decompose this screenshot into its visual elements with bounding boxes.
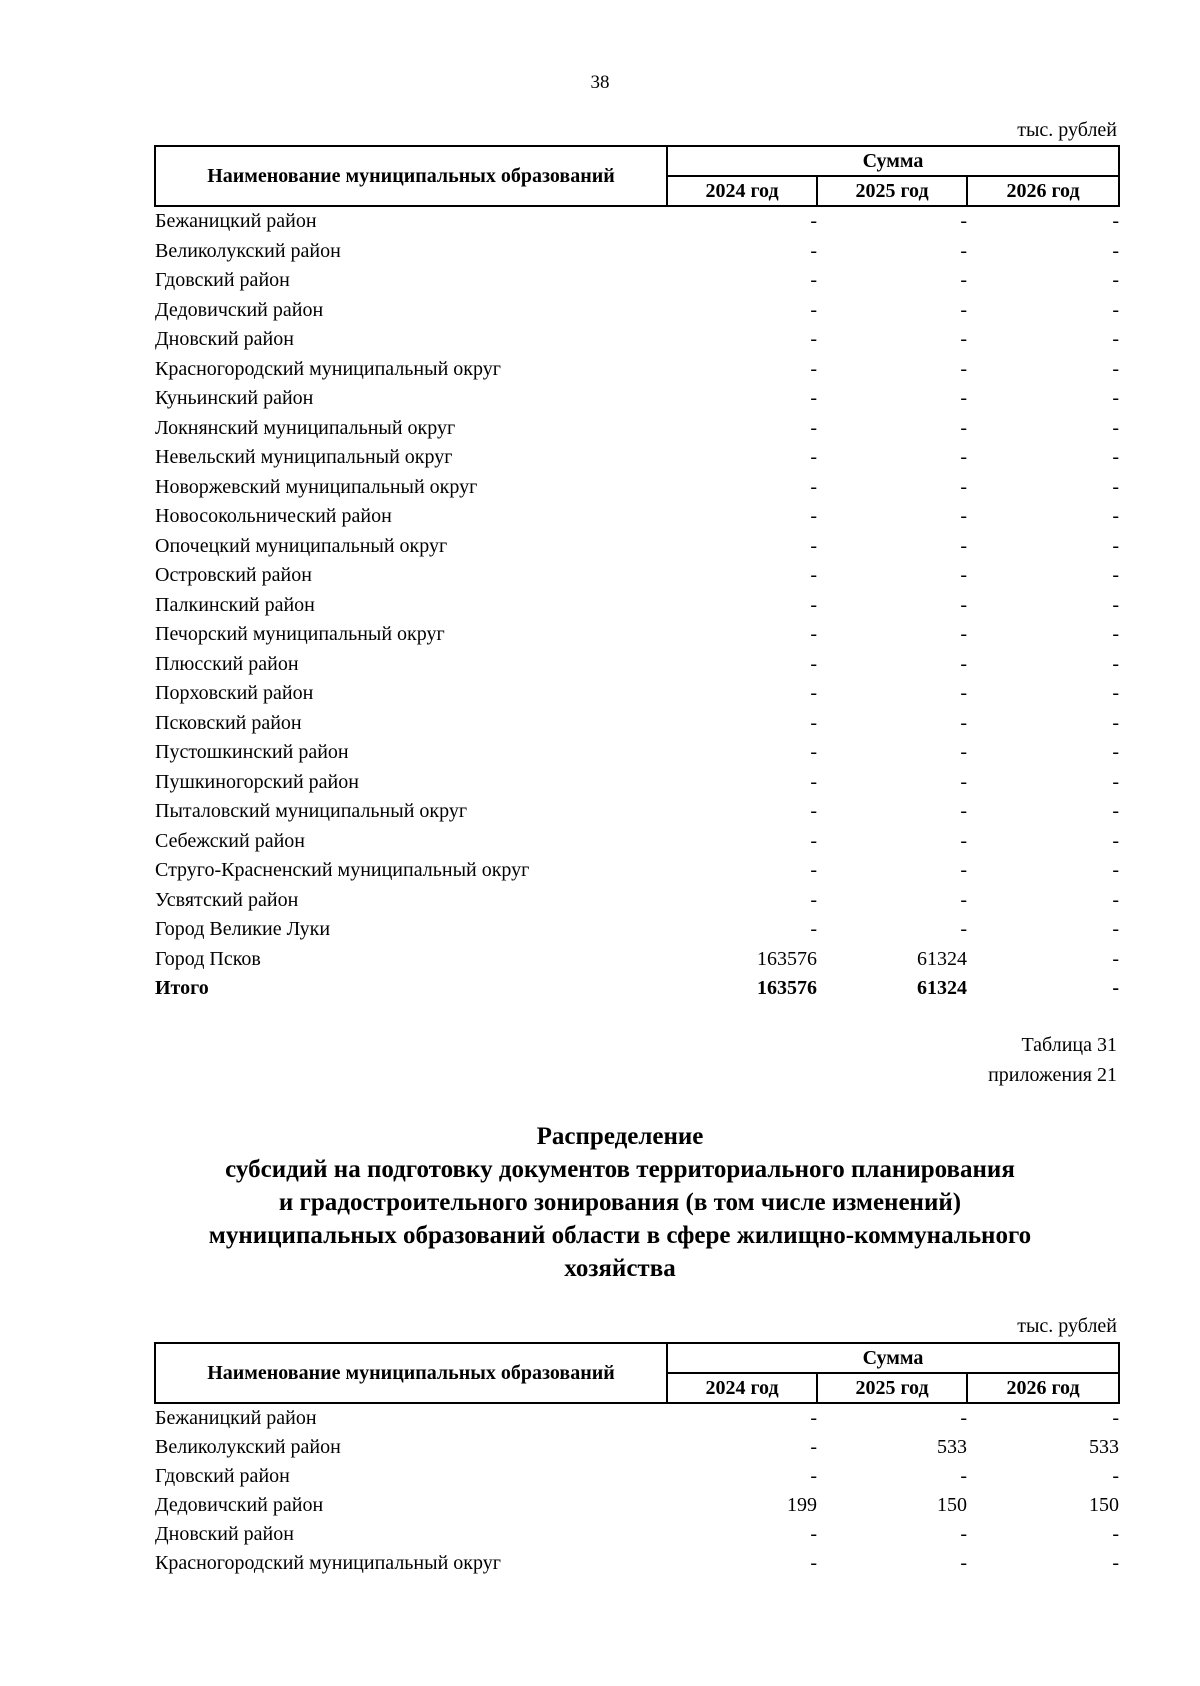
municipality-name: Город Великие Луки <box>155 918 331 940</box>
amount-value: - <box>1112 416 1120 439</box>
table-row <box>155 679 1119 709</box>
amount-cell-2025 <box>817 1433 967 1462</box>
amount-cell-2026 <box>967 443 1119 473</box>
amount-value: - <box>1112 1552 1120 1574</box>
amount-value: - <box>960 416 967 439</box>
amount-cell-2024 <box>667 709 817 739</box>
table-row <box>155 532 1119 562</box>
amount-cell-2025 <box>817 620 967 650</box>
municipality-name: Великолукский район <box>155 1436 341 1458</box>
amount-cell-2026 <box>967 1403 1119 1433</box>
amount-cell-2024 <box>667 443 817 473</box>
amount-cell-2026 <box>967 502 1119 532</box>
amount-value: - <box>960 534 967 557</box>
table2-year-header: 2025 год <box>817 1373 967 1403</box>
municipality-name: Струго-Красненский муниципальный округ <box>155 859 530 881</box>
amount-value: - <box>810 711 817 734</box>
appendix-number: приложения 21 <box>988 1064 1117 1086</box>
table2 <box>154 1342 1120 1578</box>
amount-value: - <box>1112 1465 1120 1487</box>
page-number: 38 <box>590 72 610 93</box>
amount-value: - <box>960 475 967 498</box>
amount-cell-2024 <box>667 768 817 798</box>
municipality-name: Новоржевский муниципальный округ <box>155 475 478 498</box>
amount-cell-2024 <box>667 915 817 945</box>
amount-cell-2026 <box>967 886 1119 916</box>
amount-cell-2026 <box>967 974 1119 1004</box>
amount-value: - <box>1112 682 1120 704</box>
amount-value: - <box>1112 977 1120 999</box>
amount-value: - <box>1112 269 1120 291</box>
amount-cell-2026 <box>967 827 1119 857</box>
municipality-name: Палкинский район <box>155 593 315 616</box>
amount-value: - <box>810 416 817 439</box>
amount-cell-2025 <box>817 355 967 385</box>
amount-value: - <box>960 770 967 793</box>
amount-cell-2024 <box>667 974 817 1004</box>
amount-value: - <box>1112 888 1120 911</box>
amount-value: - <box>1112 210 1120 232</box>
amount-cell-2024 <box>667 1433 817 1462</box>
amount-value: - <box>1112 918 1120 940</box>
municipality-name: Бежаницкий район <box>155 1407 317 1429</box>
total-label: Итого <box>155 977 209 999</box>
amount-value: - <box>1112 770 1120 793</box>
amount-value: - <box>960 918 967 940</box>
amount-cell-2025 <box>817 1403 967 1433</box>
amount-value: - <box>810 475 817 498</box>
amount-value: - <box>960 1552 967 1574</box>
amount-cell-2026 <box>967 384 1119 414</box>
table-row <box>155 709 1119 739</box>
amount-value: - <box>960 593 967 616</box>
amount-cell-2024 <box>667 797 817 827</box>
amount-value: 61324 <box>917 977 967 999</box>
amount-value: - <box>960 387 967 409</box>
amount-value: - <box>1112 1523 1120 1545</box>
amount-cell-2024 <box>667 355 817 385</box>
amount-cell-2026 <box>967 768 1119 798</box>
amount-value: - <box>960 446 967 468</box>
amount-cell-2026 <box>967 1433 1119 1462</box>
amount-value: - <box>960 505 967 527</box>
title-line: хозяйства <box>564 1255 676 1282</box>
table-number: Таблица 31 <box>1021 1034 1117 1056</box>
amount-value: - <box>960 800 967 822</box>
table-row <box>155 797 1119 827</box>
amount-cell-2025 <box>817 206 967 237</box>
amount-cell-2025 <box>817 679 967 709</box>
amount-cell-2025 <box>817 709 967 739</box>
municipality-name: Порховский район <box>155 682 314 704</box>
amount-value: - <box>1112 446 1120 468</box>
amount-value: - <box>960 888 967 911</box>
municipality-name: Новосокольнический район <box>155 505 392 527</box>
municipality-name: Красногородский муниципальный округ <box>155 1552 501 1574</box>
amount-cell-2025 <box>817 414 967 444</box>
municipality-name: Псковский район <box>155 711 302 734</box>
amount-cell-2024 <box>667 532 817 562</box>
amount-value: - <box>810 210 817 232</box>
amount-cell-2026 <box>967 561 1119 591</box>
amount-value: - <box>810 770 817 793</box>
amount-value: - <box>810 269 817 291</box>
title-line: субсидий на подготовку документов территориального планирования <box>225 1156 1015 1183</box>
amount-cell-2024 <box>667 679 817 709</box>
amount-value: - <box>960 623 967 645</box>
municipality-name: Красногородский муниципальный округ <box>155 357 501 380</box>
amount-value: - <box>810 918 817 940</box>
table-reference <box>988 1030 1117 1090</box>
amount-value: 150 <box>1089 1494 1120 1516</box>
amount-cell-2025 <box>817 443 967 473</box>
municipality-name: Себежский район <box>155 829 305 852</box>
amount-cell-2024 <box>667 886 817 916</box>
amount-cell-2026 <box>967 473 1119 503</box>
municipality-name: Локнянский муниципальный округ <box>155 416 456 439</box>
table1 <box>154 145 1120 1004</box>
amount-cell-2024 <box>667 827 817 857</box>
municipality-name: Пушкиногорский район <box>155 770 359 793</box>
amount-cell-2026 <box>967 1549 1119 1578</box>
amount-value: - <box>810 1523 817 1545</box>
amount-cell-2025 <box>817 325 967 355</box>
municipality-name: Великолукский район <box>155 239 341 262</box>
amount-value: - <box>960 357 967 380</box>
amount-value: - <box>1112 564 1120 586</box>
municipality-name: Опочецкий муниципальный округ <box>155 534 448 557</box>
amount-cell-2025 <box>817 856 967 886</box>
amount-value: - <box>1112 328 1120 350</box>
amount-value: - <box>810 1465 817 1487</box>
amount-value: - <box>1112 1407 1120 1429</box>
table-row <box>155 768 1119 798</box>
amount-cell-2025 <box>817 473 967 503</box>
amount-cell-2025 <box>817 886 967 916</box>
table-row <box>155 650 1119 680</box>
amount-cell-2025 <box>817 1491 967 1520</box>
amount-cell-2026 <box>967 856 1119 886</box>
amount-value: - <box>960 859 967 881</box>
amount-cell-2025 <box>817 915 967 945</box>
municipality-name: Островский район <box>155 564 312 586</box>
amount-value: - <box>1112 859 1120 881</box>
amount-cell-2025 <box>817 1549 967 1578</box>
amount-cell-2025 <box>817 502 967 532</box>
amount-cell-2026 <box>967 1491 1119 1520</box>
table2-sum-header: Сумма <box>667 1343 1119 1373</box>
table-row <box>155 620 1119 650</box>
amount-cell-2025 <box>817 296 967 326</box>
amount-value: - <box>960 1407 967 1429</box>
amount-cell-2025 <box>817 266 967 296</box>
amount-cell-2024 <box>667 473 817 503</box>
table-row <box>155 856 1119 886</box>
table-row <box>155 945 1119 975</box>
amount-value: - <box>960 1465 967 1487</box>
amount-cell-2026 <box>967 620 1119 650</box>
amount-value: - <box>960 711 967 734</box>
municipality-name: Усвятский район <box>155 888 299 911</box>
amount-value: - <box>810 298 817 321</box>
amount-cell-2024 <box>667 1403 817 1433</box>
table-row <box>155 1520 1119 1549</box>
table-row <box>155 355 1119 385</box>
table-row <box>155 915 1119 945</box>
municipality-name: Дновский район <box>155 1523 294 1545</box>
amount-value: - <box>1112 623 1120 645</box>
amount-cell-2026 <box>967 709 1119 739</box>
municipality-name: Дедовичский район <box>155 1494 324 1516</box>
document-title <box>150 1120 1090 1285</box>
municipality-name: Гдовский район <box>155 1465 290 1487</box>
title-line: и градостроительного зонирования (в том числе изменений) <box>278 1189 962 1216</box>
amount-cell-2025 <box>817 591 967 621</box>
table-row <box>155 473 1119 503</box>
amount-value: - <box>810 239 817 262</box>
amount-cell-2026 <box>967 414 1119 444</box>
amount-value: - <box>960 239 967 262</box>
amount-cell-2025 <box>817 974 967 1004</box>
amount-value: - <box>1112 652 1120 675</box>
table1-units: тыс. рублей <box>1017 119 1117 141</box>
municipality-name: Невельский муниципальный округ <box>155 446 453 468</box>
table1-name-header: Наименование муниципальных образований <box>155 146 667 206</box>
table-row <box>155 384 1119 414</box>
amount-value: - <box>810 1407 817 1429</box>
amount-value: 150 <box>937 1494 967 1516</box>
municipality-name: Пустошкинский район <box>155 741 349 763</box>
amount-value: - <box>960 269 967 291</box>
amount-value: - <box>1112 800 1120 822</box>
amount-value: 533 <box>937 1436 967 1458</box>
amount-value: 533 <box>1089 1436 1120 1458</box>
table-row <box>155 266 1119 296</box>
amount-cell-2026 <box>967 738 1119 768</box>
amount-value: - <box>1112 239 1120 262</box>
amount-value: 163576 <box>757 977 817 999</box>
municipality-name: Гдовский район <box>155 269 290 291</box>
municipality-name: Город Псков <box>155 947 261 970</box>
amount-value: - <box>810 446 817 468</box>
amount-cell-2026 <box>967 355 1119 385</box>
municipality-name: Плюсский район <box>155 652 299 675</box>
amount-cell-2024 <box>667 206 817 237</box>
table-row <box>155 1403 1119 1433</box>
amount-cell-2024 <box>667 1491 817 1520</box>
amount-value: - <box>810 623 817 645</box>
amount-cell-2026 <box>967 296 1119 326</box>
amount-value: 199 <box>787 1494 817 1516</box>
amount-cell-2024 <box>667 384 817 414</box>
table-row <box>155 591 1119 621</box>
table-row <box>155 827 1119 857</box>
amount-value: - <box>1112 741 1120 763</box>
amount-value: - <box>810 328 817 350</box>
amount-cell-2026 <box>967 797 1119 827</box>
title-line: муниципальных образований области в сфере жилищно-коммунального <box>208 1222 1032 1249</box>
amount-cell-2026 <box>967 945 1119 975</box>
amount-value: - <box>1112 475 1120 498</box>
municipality-name: Печорский муниципальный округ <box>155 623 445 645</box>
amount-value: - <box>960 829 967 852</box>
amount-cell-2024 <box>667 325 817 355</box>
amount-value: - <box>810 682 817 704</box>
amount-value: - <box>810 357 817 380</box>
table1-year-header: 2024 год <box>667 176 817 206</box>
table-row <box>155 237 1119 267</box>
amount-cell-2024 <box>667 561 817 591</box>
table-row <box>155 443 1119 473</box>
amount-cell-2026 <box>967 591 1119 621</box>
amount-value: - <box>960 564 967 586</box>
amount-cell-2026 <box>967 237 1119 267</box>
title-line: Распределение <box>536 1123 704 1150</box>
amount-cell-2024 <box>667 266 817 296</box>
municipality-name: Дновский район <box>155 328 294 350</box>
amount-value: - <box>810 888 817 911</box>
amount-cell-2026 <box>967 206 1119 237</box>
amount-cell-2025 <box>817 384 967 414</box>
amount-cell-2025 <box>817 768 967 798</box>
municipality-name: Пыталовский муниципальный округ <box>155 800 468 822</box>
amount-cell-2025 <box>817 1462 967 1491</box>
amount-value: - <box>810 741 817 763</box>
table2-units: тыс. рублей <box>1017 1315 1117 1337</box>
amount-cell-2024 <box>667 650 817 680</box>
municipality-name: Куньинский район <box>155 387 314 409</box>
table-total-row <box>155 974 1119 1004</box>
table-row <box>155 296 1119 326</box>
amount-value: - <box>960 652 967 675</box>
amount-value: - <box>1112 387 1120 409</box>
table1-sum-header: Сумма <box>667 146 1119 176</box>
amount-value: - <box>960 741 967 763</box>
amount-cell-2026 <box>967 532 1119 562</box>
amount-cell-2024 <box>667 296 817 326</box>
amount-cell-2026 <box>967 1520 1119 1549</box>
amount-value: - <box>810 564 817 586</box>
amount-value: - <box>960 682 967 704</box>
municipality-name: Бежаницкий район <box>155 210 317 232</box>
amount-cell-2025 <box>817 797 967 827</box>
amount-value: - <box>810 505 817 527</box>
amount-cell-2025 <box>817 561 967 591</box>
amount-cell-2024 <box>667 237 817 267</box>
amount-cell-2024 <box>667 738 817 768</box>
amount-value: - <box>810 593 817 616</box>
amount-cell-2026 <box>967 915 1119 945</box>
amount-cell-2026 <box>967 325 1119 355</box>
amount-value: - <box>1112 357 1120 380</box>
amount-value: - <box>810 387 817 409</box>
amount-cell-2025 <box>817 532 967 562</box>
amount-value: - <box>960 328 967 350</box>
table1-year-header: 2026 год <box>967 176 1119 206</box>
amount-cell-2025 <box>817 650 967 680</box>
amount-value: - <box>810 829 817 852</box>
amount-value: - <box>1112 593 1120 616</box>
amount-cell-2026 <box>967 1462 1119 1491</box>
amount-value: - <box>810 1552 817 1574</box>
amount-value: - <box>1112 947 1120 970</box>
amount-cell-2026 <box>967 679 1119 709</box>
table2-year-header: 2026 год <box>967 1373 1119 1403</box>
amount-cell-2024 <box>667 1462 817 1491</box>
table2-name-header: Наименование муниципальных образований <box>155 1343 667 1403</box>
table-row <box>155 1549 1119 1578</box>
amount-cell-2024 <box>667 502 817 532</box>
table-row <box>155 886 1119 916</box>
table-row <box>155 414 1119 444</box>
municipality-name: Дедовичский район <box>155 298 324 321</box>
amount-cell-2024 <box>667 620 817 650</box>
amount-cell-2025 <box>817 738 967 768</box>
amount-cell-2025 <box>817 237 967 267</box>
amount-cell-2024 <box>667 591 817 621</box>
amount-value: 163576 <box>757 947 817 970</box>
amount-cell-2024 <box>667 414 817 444</box>
table2-year-header: 2024 год <box>667 1373 817 1403</box>
amount-cell-2025 <box>817 827 967 857</box>
amount-value: - <box>960 298 967 321</box>
amount-value: - <box>960 210 967 232</box>
amount-cell-2024 <box>667 1520 817 1549</box>
amount-value: - <box>1112 711 1120 734</box>
amount-value: - <box>810 1436 817 1458</box>
amount-value: 61324 <box>917 947 967 970</box>
amount-cell-2026 <box>967 650 1119 680</box>
amount-cell-2025 <box>817 1520 967 1549</box>
amount-value: - <box>1112 298 1120 321</box>
amount-value: - <box>1112 505 1120 527</box>
table-row <box>155 325 1119 355</box>
amount-cell-2024 <box>667 945 817 975</box>
table1-year-header: 2025 год <box>817 176 967 206</box>
table-row <box>155 1462 1119 1491</box>
table-row <box>155 502 1119 532</box>
amount-value: - <box>960 1523 967 1545</box>
amount-cell-2025 <box>817 945 967 975</box>
table-row <box>155 1491 1119 1520</box>
amount-value: - <box>810 800 817 822</box>
amount-value: - <box>810 859 817 881</box>
amount-value: - <box>1112 534 1120 557</box>
amount-cell-2024 <box>667 856 817 886</box>
amount-cell-2024 <box>667 1549 817 1578</box>
table-row <box>155 1433 1119 1462</box>
amount-cell-2026 <box>967 266 1119 296</box>
amount-value: - <box>1112 829 1120 852</box>
table-row <box>155 561 1119 591</box>
amount-value: - <box>810 652 817 675</box>
table-row <box>155 738 1119 768</box>
amount-value: - <box>810 534 817 557</box>
table-row <box>155 206 1119 237</box>
